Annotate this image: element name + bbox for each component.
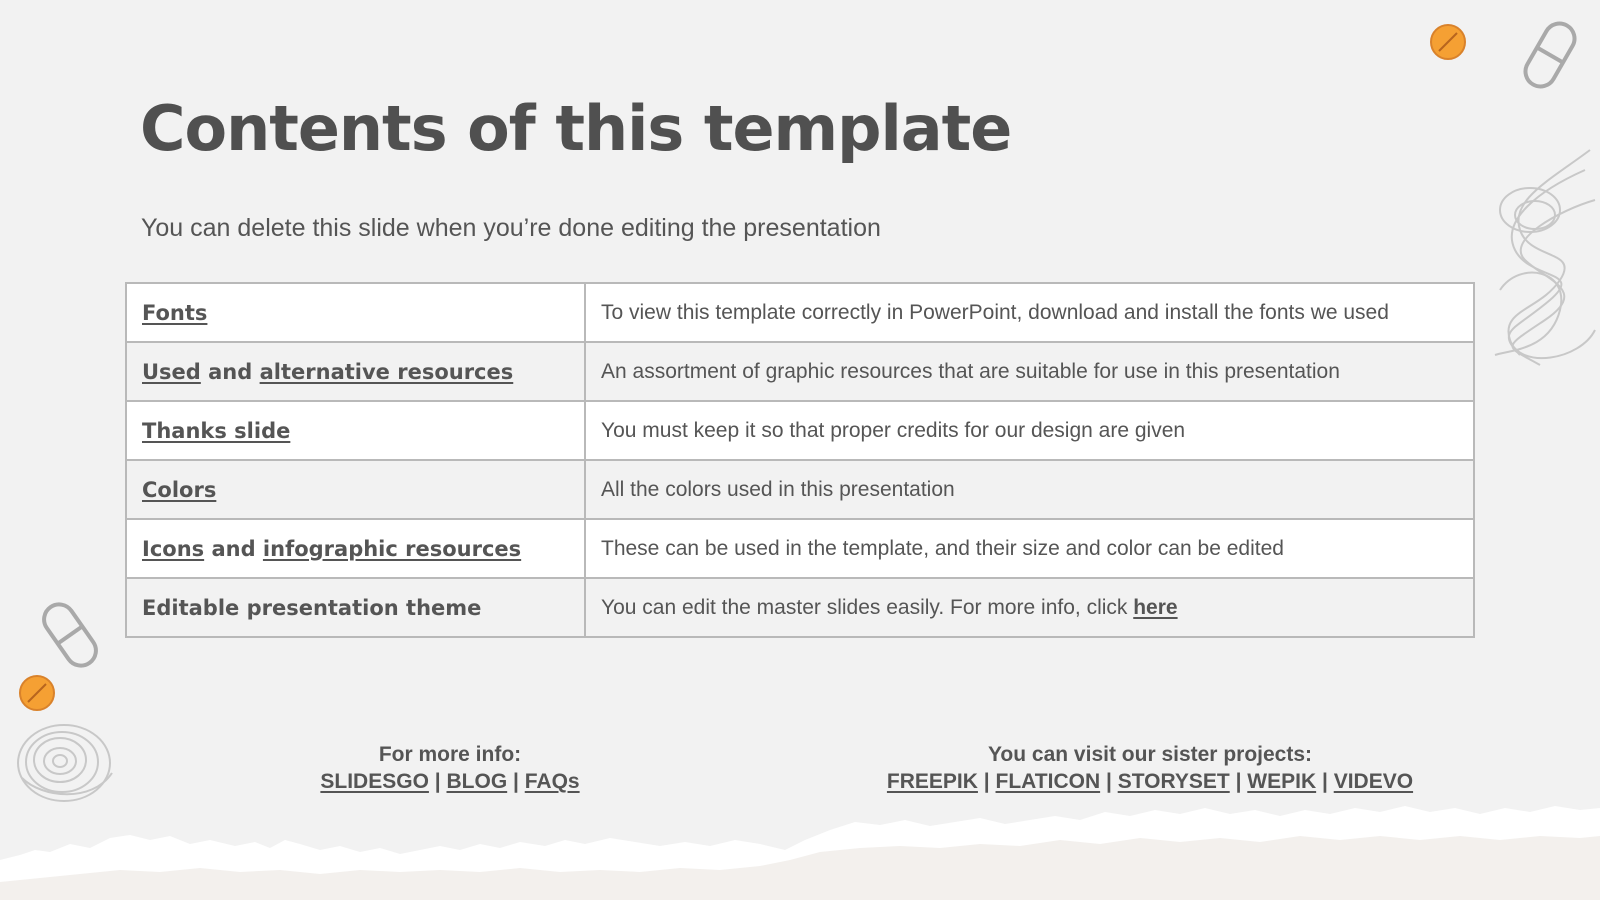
link-separator: | — [1235, 770, 1242, 793]
link-separator: | — [513, 770, 519, 793]
table-row — [126, 519, 1474, 578]
alternative-resources-link[interactable]: alternative resources — [259, 359, 514, 384]
pill-icon — [35, 595, 105, 675]
table-row — [126, 401, 1474, 460]
row-label-cell — [126, 342, 585, 401]
row-description: You must keep it so that proper credits for our design are given — [585, 401, 1474, 460]
row-description: These can be used in the template, and their size and color can be edited — [585, 519, 1474, 578]
row-description: An assortment of graphic resources that are suitable for use in this presentation — [585, 342, 1474, 401]
freepik-link[interactable]: FREEPIK — [886, 770, 978, 793]
orange-tablet-icon — [1428, 22, 1468, 62]
link-separator: | — [1321, 770, 1328, 793]
colors-link[interactable]: Colors — [142, 477, 217, 502]
orange-tablet-icon — [17, 673, 57, 713]
scribble-doodle — [1490, 140, 1600, 370]
link-separator: | — [983, 770, 990, 793]
fonts-link[interactable]: Fonts — [142, 300, 208, 325]
videvo-link[interactable]: VIDEVO — [1333, 770, 1414, 793]
link-separator: | — [1105, 770, 1112, 793]
slidesgo-link[interactable]: SLIDESGO — [320, 770, 429, 793]
scribble-doodle — [12, 718, 122, 808]
footer-more-info-links — [300, 768, 600, 795]
table-row — [126, 342, 1474, 401]
infographic-resources-link[interactable]: infographic resources — [262, 536, 522, 561]
table-row — [126, 460, 1474, 519]
footer-sister-projects — [850, 741, 1450, 795]
footer-more-info — [300, 741, 600, 795]
icons-link[interactable]: Icons — [142, 536, 205, 561]
blog-link[interactable]: BLOG — [446, 770, 508, 793]
row-label-cell — [126, 401, 585, 460]
row-label-connector: and — [204, 536, 263, 561]
row-label-cell — [126, 460, 585, 519]
thanks-slide-link[interactable]: Thanks slide — [142, 418, 291, 443]
row-description: You can edit the master slides easily. For more info, click — [601, 595, 1134, 619]
torn-paper-edge — [0, 800, 1600, 900]
pill-icon — [1515, 15, 1585, 95]
row-description: All the colors used in this presentation — [585, 460, 1474, 519]
editable-theme-label: Editable presentation theme — [142, 595, 482, 620]
row-description: To view this template correctly in PowerPoint, download and install the fonts we used — [585, 283, 1474, 342]
row-label-cell — [126, 519, 585, 578]
row-label-connector: and — [200, 359, 260, 384]
footer-sister-projects-links — [850, 768, 1450, 795]
contents-table — [125, 282, 1475, 638]
row-label-cell — [126, 283, 585, 342]
used-resources-link[interactable]: Used — [142, 359, 201, 384]
faqs-link[interactable]: FAQs — [524, 770, 580, 793]
row-description-cell — [585, 578, 1474, 637]
table-row — [126, 578, 1474, 637]
slide-subtitle: You can delete this slide when you’re done editing the presentation — [141, 214, 881, 242]
here-link[interactable]: here — [1133, 595, 1178, 619]
link-separator: | — [434, 770, 441, 793]
slide-title: Contents of this template — [140, 92, 1012, 165]
footer-sister-projects-heading: You can visit our sister projects: — [987, 743, 1313, 766]
row-label-cell — [126, 578, 585, 637]
storyset-link[interactable]: STORYSET — [1117, 770, 1230, 793]
flaticon-link[interactable]: FLATICON — [995, 770, 1101, 793]
footer-more-info-heading: For more info: — [378, 743, 522, 766]
table-row — [126, 283, 1474, 342]
wepik-link[interactable]: WEPIK — [1247, 770, 1317, 793]
